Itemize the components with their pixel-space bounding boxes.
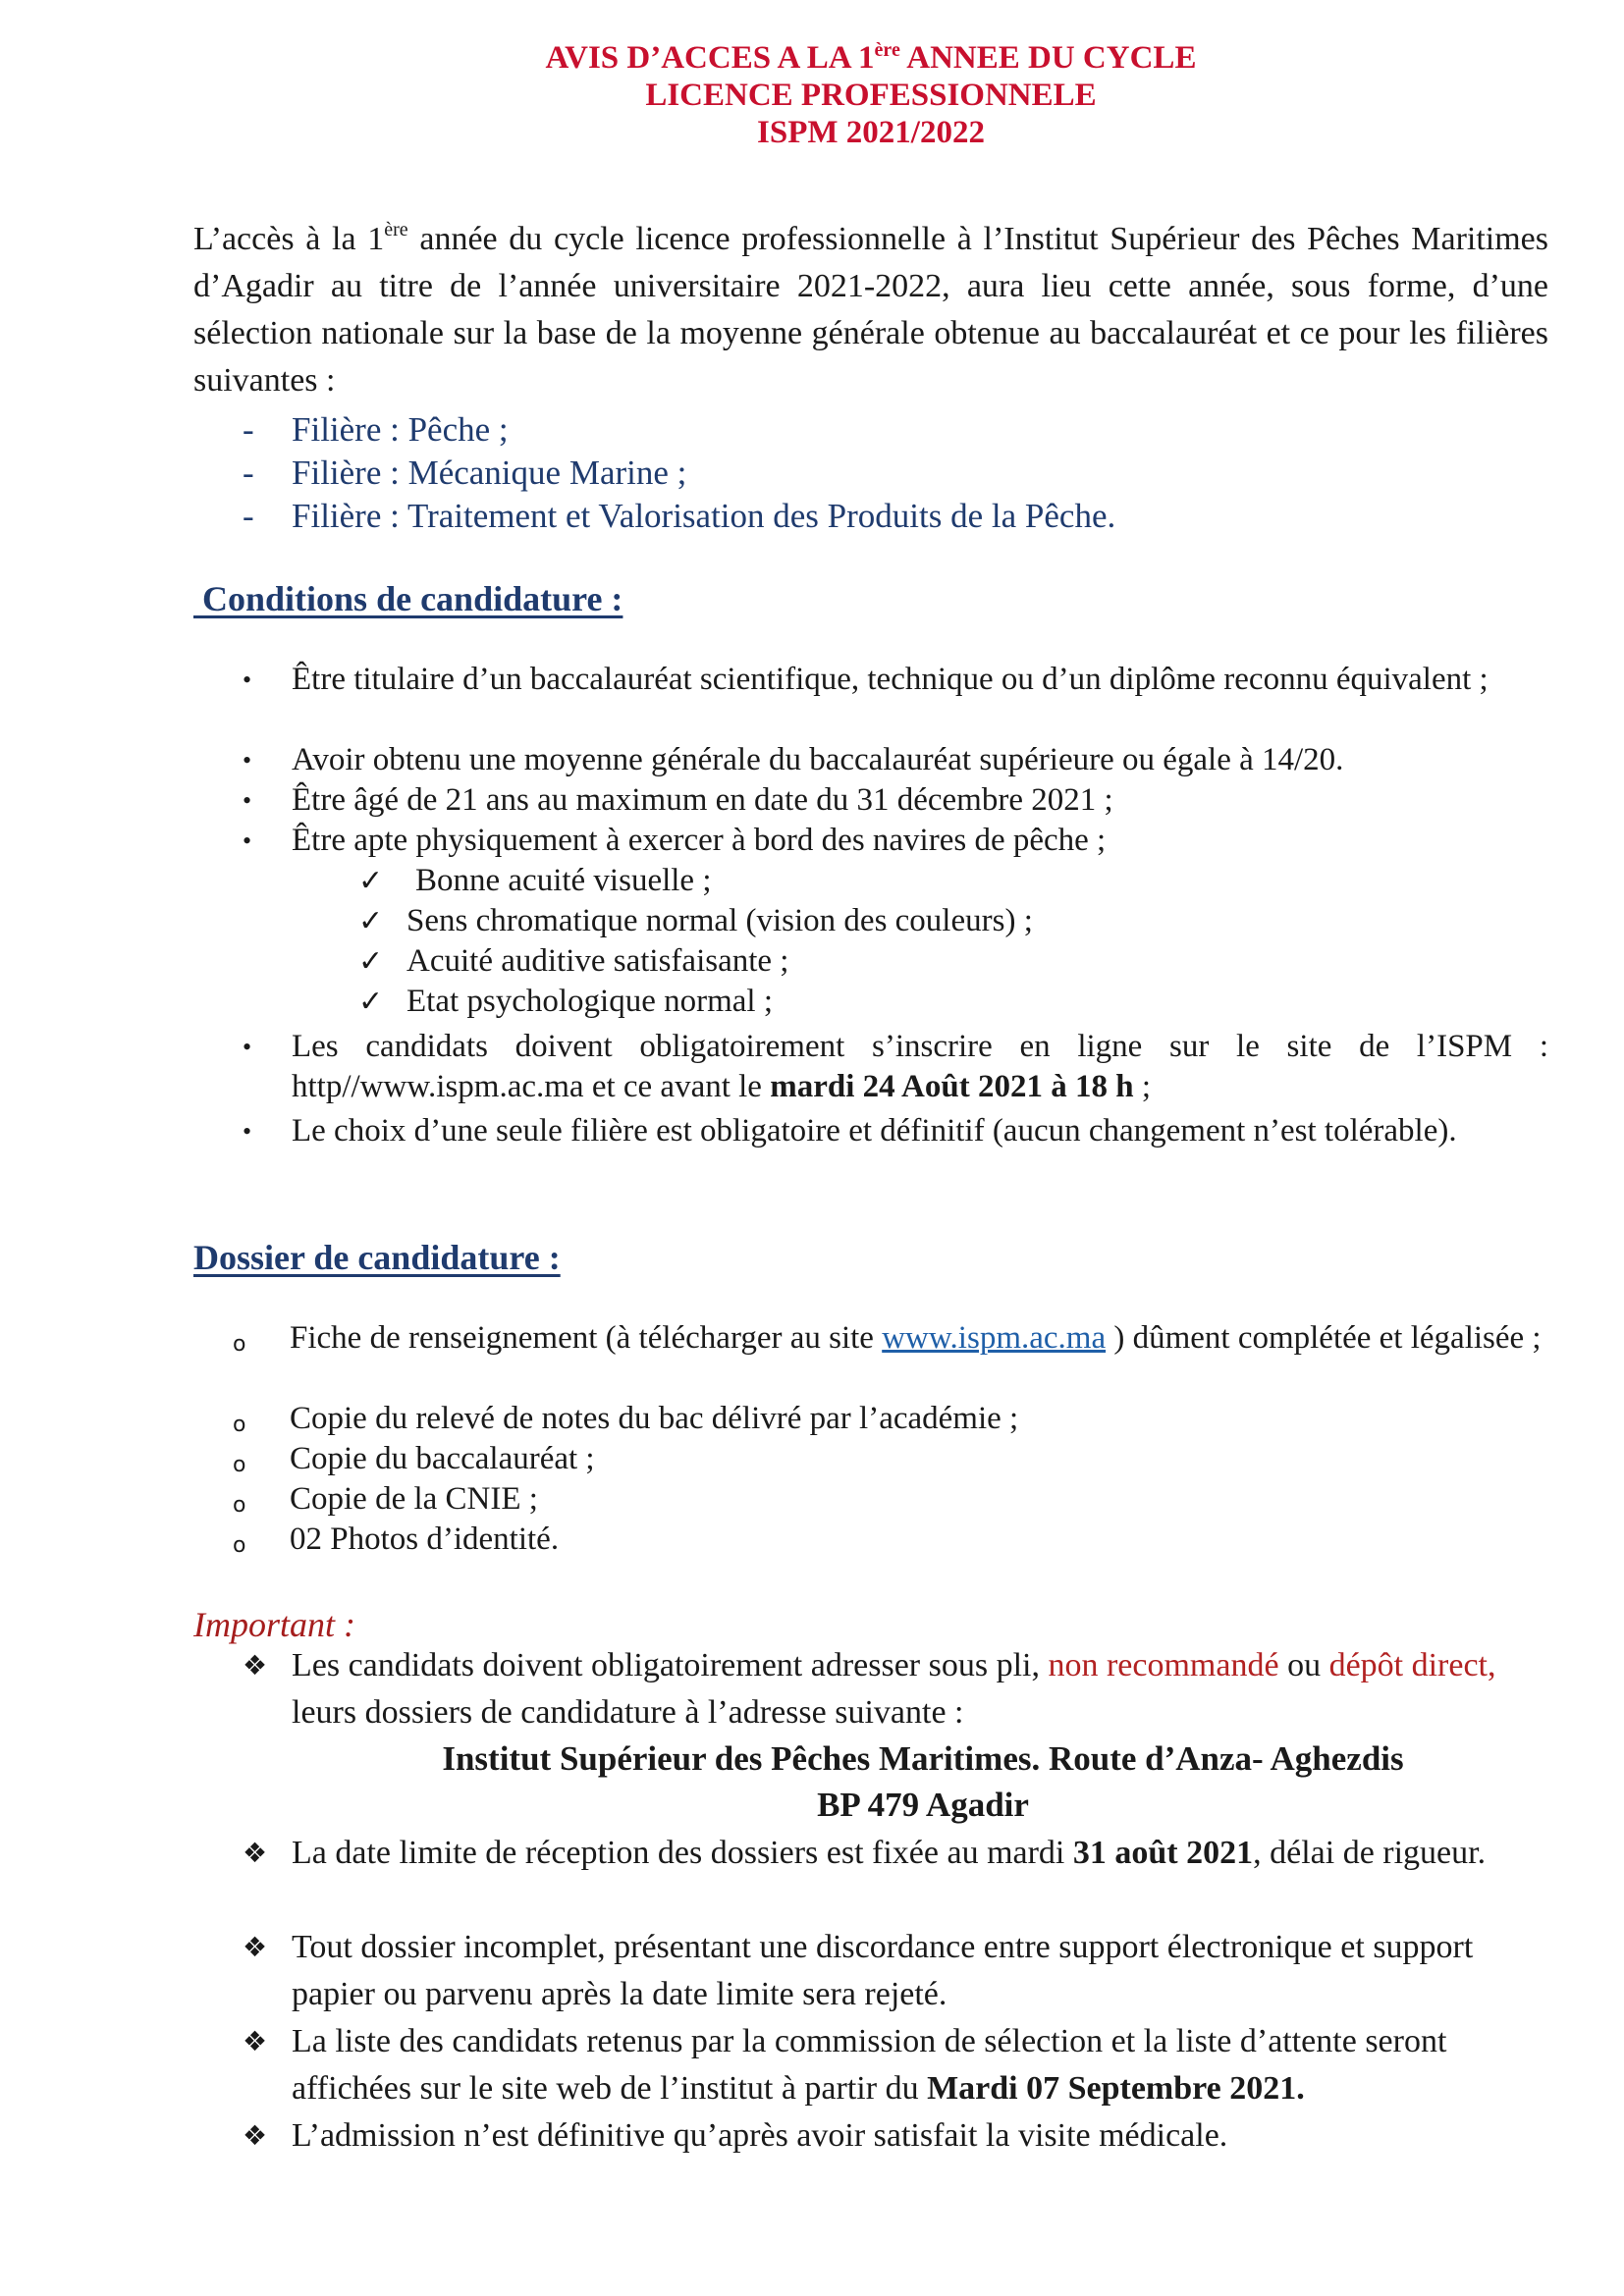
inscription-item <box>243 1027 1548 1107</box>
choice-item <box>243 1111 1578 1151</box>
dash-marker: - <box>243 410 254 449</box>
intro-text-start: L’accès à la 1 <box>193 221 385 257</box>
bullet-icon: • <box>243 1033 252 1061</box>
title-line-1-end: ANNEE DU CYCLE <box>899 40 1197 76</box>
date-limite-start: La date limite de réception des dossiers est fixée au mardi <box>292 1835 1073 1871</box>
bullet-icon: • <box>243 1117 252 1146</box>
admission-text: L’admission n’est définitive qu’après avoir satisfait la visite médicale. <box>292 2117 1228 2154</box>
dossier-item <box>233 1520 1548 1560</box>
condition-text: Être âgé de 21 ans au maximum en date du 31 décembre 2021 ; <box>292 782 1113 818</box>
aptitude-item <box>358 982 773 1022</box>
circle-bullet-icon: o <box>233 1533 246 1558</box>
condition-text: Être titulaire d’un baccalauréat scientifique, technique ou d’un diplôme reconnu équivalent ; <box>292 662 1489 697</box>
important-label: Important : <box>193 1605 355 1644</box>
ispm-site-link[interactable]: www.ispm.ac.ma <box>882 1320 1107 1356</box>
envoi-text <box>292 1642 1548 1736</box>
aptitude-item <box>358 941 788 982</box>
filiere-label: Filière : Traitement et Valorisation des Produits de la Pêche. <box>292 497 1116 535</box>
diamond-bullet-icon: ❖ <box>243 1931 268 1963</box>
title-superscript: ère <box>874 39 900 61</box>
aptitude-text: Acuité auditive satisfaisante ; <box>406 943 789 979</box>
fiche-text <box>233 1318 1548 1359</box>
circle-bullet-icon: o <box>233 1453 246 1477</box>
bullet-icon: • <box>243 786 252 815</box>
aptitude-text: Etat psychologique normal ; <box>406 984 774 1019</box>
dossier-item <box>233 1399 1548 1439</box>
checkmark-icon: ✓ <box>358 945 384 978</box>
fiche-text-end: ) dûment complétée et légalisée ; <box>1106 1320 1542 1356</box>
condition-item <box>243 821 1548 861</box>
envoi-text-mid: ou <box>1278 1647 1329 1683</box>
envoi-text-end: leurs dossiers de candidature à l’adresse suivante : <box>292 1694 964 1731</box>
date-limite-date: 31 août 2021 <box>1072 1835 1254 1871</box>
dossier-item <box>233 1439 1548 1479</box>
filiere-label: Filière : Pêche ; <box>292 410 509 449</box>
condition-item <box>243 740 1548 780</box>
dossier-text: Copie du baccalauréat ; <box>290 1441 595 1476</box>
inscription-text <box>292 1027 1548 1107</box>
title-line-1 <box>0 39 1624 77</box>
diamond-bullet-icon: ❖ <box>243 1649 268 1682</box>
important-item <box>243 1642 1548 1736</box>
checkmark-icon: ✓ <box>358 986 384 1018</box>
important-item <box>243 1924 1548 2018</box>
diamond-bullet-icon: ❖ <box>243 2119 268 2152</box>
dossier-item <box>233 1479 1548 1520</box>
diamond-bullet-icon: ❖ <box>243 2025 268 2057</box>
liste-text-start: La liste des candidats retenus par la commission de sélection et la liste d’attente seront affichées sur le site web de l’institut à partir du <box>292 2023 1447 2107</box>
important-item <box>243 1830 1548 1877</box>
liste-date: Mardi 07 Septembre 2021. <box>927 2070 1305 2107</box>
dossier-item <box>233 1318 1548 1359</box>
important-item <box>243 2018 1548 2112</box>
intro-superscript: ère <box>384 219 408 240</box>
dossier-text: Copie du relevé de notes du bac délivré par l’académie ; <box>290 1401 1019 1436</box>
diamond-bullet-icon: ❖ <box>243 1837 268 1869</box>
title-line-2: LICENCE PROFESSIONNELE <box>645 78 1097 113</box>
fiche-text-start: Fiche de renseignement (à télécharger au site <box>290 1320 883 1356</box>
address-line-2: BP 479 Agadir <box>817 1786 1029 1824</box>
circle-bullet-icon: o <box>233 1413 246 1437</box>
envoi-highlight-1: non recommandé <box>1048 1647 1279 1683</box>
bullet-icon: • <box>243 666 252 694</box>
circle-bullet-icon: o <box>233 1332 246 1357</box>
date-limite-end: , délai de rigueur. <box>1253 1835 1487 1871</box>
condition-text: Avoir obtenu une moyenne générale du baccalauréat supérieure ou égale à 14/20. <box>292 742 1344 777</box>
envoi-highlight-2: dépôt direct, <box>1328 1647 1496 1683</box>
dash-marker: - <box>243 497 254 535</box>
aptitude-text: Sens chromatique normal (vision des couleurs) ; <box>406 903 1033 938</box>
dossier-text: 02 Photos d’identité. <box>290 1522 560 1557</box>
inscription-text-end: ; <box>1133 1069 1151 1104</box>
important-item <box>243 2112 1548 2160</box>
condition-item <box>243 660 1548 700</box>
condition-text: Être apte physiquement à exercer à bord des navires de pêche ; <box>292 823 1107 858</box>
checkmark-icon: ✓ <box>358 905 384 937</box>
dossier-text: Copie de la CNIE ; <box>290 1481 538 1517</box>
conditions-heading: Conditions de candidature : <box>193 579 623 618</box>
dossier-heading: Dossier de candidature : <box>193 1238 561 1277</box>
circle-bullet-icon: o <box>233 1493 246 1518</box>
aptitude-item <box>358 901 1033 941</box>
date-limite-text <box>292 1830 1548 1877</box>
liste-text <box>292 2018 1548 2112</box>
envoi-text-start: Les candidats doivent obligatoirement adresser sous pli, <box>292 1647 1049 1683</box>
aptitude-text: Bonne acuité visuelle ; <box>415 863 712 898</box>
inscription-deadline: mardi 24 Août 2021 à 18 h <box>770 1069 1134 1104</box>
incomplet-text: Tout dossier incomplet, présentant une discordance entre support électronique et support papier ou parvenu après la date limite sera rejeté. <box>292 1929 1474 2012</box>
title-line-3: ISPM 2021/2022 <box>757 115 985 150</box>
aptitude-item <box>358 861 712 901</box>
bullet-icon: • <box>243 746 252 774</box>
bullet-icon: • <box>243 827 252 855</box>
checkmark-icon: ✓ <box>358 865 384 897</box>
address-line-1: Institut Supérieur des Pêches Maritimes. Route d’Anza- Aghezdis <box>442 1739 1404 1778</box>
intro-text-rest: année du cycle licence professionnelle à l’Institut Supérieur des Pêches Maritimes d’Agadir au titre de l’année universitaire 2021-2022, aura lieu cette année, sous forme, d’une sélection nationale sur la base de la moyenne générale obtenue au baccalauréat et ce pour les filières suivantes : <box>193 221 1548 399</box>
title-line-1-text: AVIS D’ACCES A LA 1 <box>545 40 875 76</box>
choice-text: Le choix d’une seule filière est obligatoire et définitif (aucun changement n’est tolérable). <box>292 1113 1457 1148</box>
dash-marker: - <box>243 454 254 492</box>
condition-item <box>243 780 1548 821</box>
intro-paragraph <box>193 216 1548 404</box>
inscription-text-start: Les candidats doivent obligatoirement s’inscrire en ligne sur le site de l’ISPM : http//www.ispm.ac.ma et ce avant le <box>292 1029 1548 1104</box>
filiere-label: Filière : Mécanique Marine ; <box>292 454 687 492</box>
